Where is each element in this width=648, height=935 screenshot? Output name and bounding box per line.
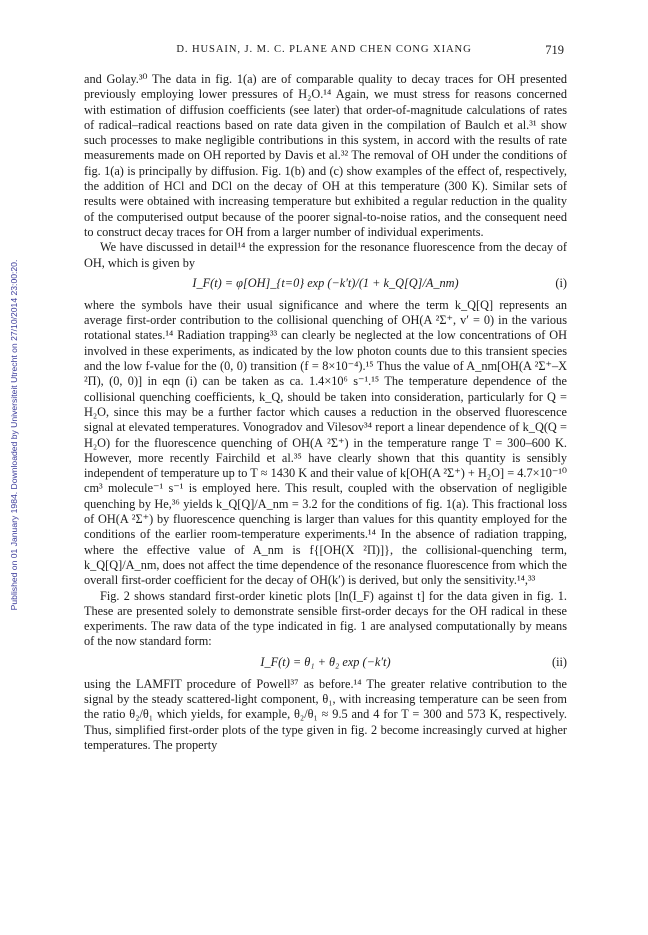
paragraph: and Golay.³⁰ The data in fig. 1(a) are of comparable quality to decay traces for OH presented previously employing lower pressures of H₂O.¹⁴ Again, we must stress for reasons concerned with estimation of diffusion coefficients (see later) that order-of-magnitude calculations of rates of radical–radical reactions based on rate data given in the compilation of Baulch et al.³¹ show such processes to make negligible contributions in this system, in accord with the results of rate measurements made on OH reported by Davis et al.³² The removal of OH under the conditions of fig. 1(a) is principally by diffusion. Fig. 1(b) and (c) show examples of the effect of, respectively, the addition of HCl and DCl on the decay of OH at this temperature (300 K). Similar sets of results were obtained with increasing temperature but exhibited a regular reduction in the quality of the computerised output because of the poorer signal-to-noise ratios, and the consequent need to construct decay traces for OH from a larger number of individual experiments. bbox=[84, 72, 567, 239]
article-body bbox=[84, 72, 567, 753]
paragraph: where the symbols have their usual significance and where the term k_Q[Q] represents an average first-order contribution to the collisional quenching of OH(A ²Σ⁺, v′ = 0) in the various rotational states.¹⁴ Radiation trapping³³ can clearly be neglected at the low concentrations of OH involved in these experiments, as indicated by the low photon counts due to this transient species and the low f-value for the (0, 0) transition (f = 8×10⁻⁴).¹⁵ Thus the value of A_nm[OH(A ²Σ⁺–X ²Π), (0, 0)] in eqn (i) can be taken as ca. 1.4×10⁶ s⁻¹.¹⁵ The temperature dependence of the collisional quenching coefficients, k_Q, should be taken into consideration, particularly for Q = H₂O, since this may be a further factor which causes a reduction in the observed fluorescence signal at elevated temperatures. Vonogradov and Vilesov³⁴ report a linear dependence of k_Q(Q = H₂O) for the fluorescence quenching of OH(A ²Σ⁺) in the temperature range T = 300–600 K. However, more recently Fairchild et al.³⁵ have clearly shown that this quantity is sensibly independent of temperature up to T ≈ 1430 K and their value of k[OH(A ²Σ⁺) + H₂O] = 4.7×10⁻¹⁰ cm³ molecule⁻¹ s⁻¹ is employed here. This result, coupled with the observation of negligible quenching by He,³⁶ yields k_Q[Q]/A_nm = 3.2 for the conditions of fig. 1(a). This fractional loss of OH(A ²Σ⁺) by fluorescence quenching is larger than values for this quantity employed for the conditions of the earlier room-temperature experiments.¹⁴ In the absence of radiation trapping, where the effective value of A_nm is f{[OH(X ²Π)]}, the collisional-quenching term, k_Q[Q]/A_nm, does not affect the time dependence of the resonance fluorescence from which the overall first-order coefficient for the decay of OH(k′) is derived, but only the sensitivity.¹⁴,³³ bbox=[84, 297, 567, 588]
paragraph: Fig. 2 shows standard first-order kinetic plots [ln(I_F) against t] for the data given in fig. 1. These are presented solely to demonstrate sensible first-order decays for the OH radical in these experiments. The raw data of the type indicated in fig. 1 are analysed computationally by means of the now standard form: bbox=[84, 588, 567, 649]
paragraph: We have discussed in detail¹⁴ the expression for the resonance fluorescence from the decay of OH, which is given by bbox=[84, 240, 567, 270]
equation-tag: (i) bbox=[555, 275, 567, 290]
download-watermark-text: Published on 01 January 1984. Downloaded by Universiteit Utrecht on 27/10/2014 23:00:20. bbox=[9, 259, 19, 611]
equation-tag: (ii) bbox=[551, 654, 567, 669]
page-header bbox=[84, 44, 564, 58]
equation-expression: I_F(t) = φ[OH]_{t=0} exp (−k′t)/(1 + k_Q[Q]/A_nm) bbox=[192, 275, 459, 290]
page-number: 719 bbox=[545, 43, 564, 57]
equation-expression: I_F(t) = θ₁ + θ₂ exp (−k′t) bbox=[260, 654, 391, 669]
paragraph: using the LAMFIT procedure of Powell³⁷ as before.¹⁴ The greater relative contribution to the signal by the steady scattered-light component, θ₁, with increasing temperature can be seen from the ratio θ₂/θ₁ which yields, for example, θ₂/θ₁ ≈ 9.5 and 4 for T = 300 and 573 K, respectively. Thus, simplified first-order plots of the type given in fig. 2 become increasingly curved at higher temperatures. The property bbox=[84, 676, 567, 752]
running-head: D. HUSAIN, J. M. C. PLANE AND CHEN CONG XIANG bbox=[176, 44, 472, 55]
equation-i bbox=[84, 276, 567, 294]
equation-ii bbox=[84, 655, 567, 673]
download-watermark bbox=[6, 200, 22, 670]
